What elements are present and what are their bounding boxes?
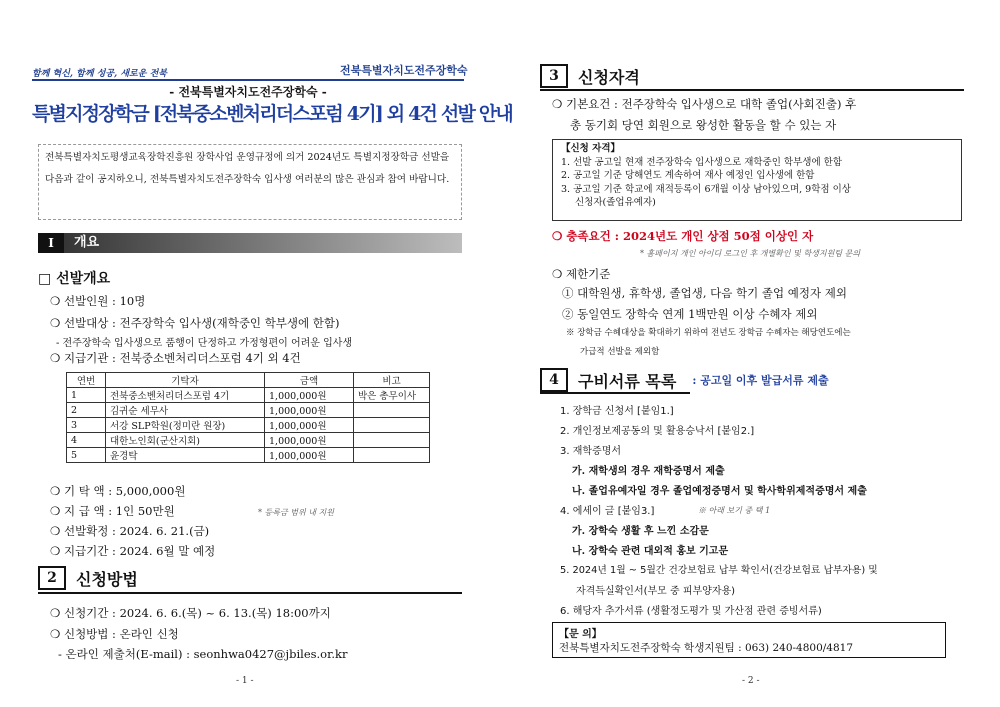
doc-subitem: 나. 졸업유예자일 경우 졸업예정증명서 및 학사학위제적증명서 제출 bbox=[572, 486, 867, 497]
section-title: 신청방법 bbox=[76, 569, 138, 589]
section-rule bbox=[540, 392, 690, 394]
cell: 1,000,000원 bbox=[265, 418, 354, 433]
section-apply-method bbox=[38, 566, 138, 590]
limit-item: ① 대학원생, 휴학생, 졸업생, 다음 학기 졸업 예정자 제외 bbox=[562, 286, 847, 300]
cell: 1,000,000원 bbox=[265, 388, 354, 403]
limit-note-cont: 가급적 선발을 제외함 bbox=[580, 347, 660, 357]
cell: 대한노인회(군산지회) bbox=[106, 433, 265, 448]
cell: 1 bbox=[67, 388, 106, 403]
subheading-overview: □ 선발개요 bbox=[38, 271, 111, 287]
item-donor: ❍ 지급기관 : 전북중소벤처리더스포럼 4기 외 4건 bbox=[50, 351, 301, 365]
col-header: 비고 bbox=[354, 373, 430, 388]
section-number: 2 bbox=[38, 566, 66, 590]
cell bbox=[354, 403, 430, 418]
cell: 1,000,000원 bbox=[265, 433, 354, 448]
eligibility-box bbox=[552, 139, 962, 221]
item-pay: ❍ 지 급 액 : 1인 50만원 bbox=[50, 504, 175, 518]
table-header-row bbox=[67, 373, 430, 388]
doc-subitem: 나. 장학숙 관련 대외적 홍보 기고문 bbox=[572, 546, 729, 557]
limit-title: ❍ 제한기준 bbox=[552, 267, 611, 281]
doc-item: 4. 에세이 글 [붙임3.] bbox=[560, 506, 655, 517]
eligibility-box-title: 【신청 자격】 bbox=[561, 143, 621, 154]
doc-subitem: 가. 장학숙 생활 후 느낀 소감문 bbox=[572, 526, 709, 537]
eligibility-item: 1. 선발 공고일 현재 전주장학숙 입사생으로 재학중인 학부생에 한함 bbox=[561, 156, 843, 168]
item-apply-method: ❍ 신청방법 : 온라인 신청 bbox=[50, 627, 179, 641]
intro-box bbox=[38, 144, 462, 220]
section-eligibility bbox=[540, 64, 640, 88]
item-period: ❍ 지급기간 : 2024. 6월 말 예정 bbox=[50, 544, 216, 558]
section-title: 구비서류 목록 bbox=[578, 371, 677, 391]
doc-item: 6. 해당자 추가서류 (생활정도평가 및 가산점 관련 증빙서류) bbox=[560, 606, 822, 617]
extra-requirement: ❍ 충족요건 : 2024년도 개인 상점 50점 이상인 자 bbox=[552, 229, 814, 243]
doc-item-cont: 자격득실확인서(부모 중 피부양자용) bbox=[576, 586, 736, 597]
item-quota: ❍ 선발인원 : 10명 bbox=[50, 294, 146, 308]
subtitle: - 전북특별자치도전주장학숙 - bbox=[169, 85, 327, 99]
col-header: 금액 bbox=[265, 373, 354, 388]
item-target: ❍ 선발대상 : 전주장학숙 입사생(재학중인 학부생에 한함) bbox=[50, 316, 340, 330]
cell: 서강 SLP학원(정미란 원장) bbox=[106, 418, 265, 433]
section-documents bbox=[540, 368, 829, 392]
cell: 전북중소벤처리더스포럼 4기 bbox=[106, 388, 265, 403]
section-rule bbox=[38, 592, 462, 594]
doc-item: 3. 재학증명서 bbox=[560, 446, 622, 457]
donor-table bbox=[66, 372, 430, 463]
col-header: 기탁자 bbox=[106, 373, 265, 388]
basic-req-2: 총 동기회 당연 회원으로 왕성한 활동을 할 수 있는 자 bbox=[570, 118, 837, 132]
basic-req-1: ❍ 기본요건 : 전주장학숙 입사생으로 대학 졸업(사회진출) 후 bbox=[552, 97, 857, 111]
eligibility-item: 3. 공고일 기준 학교에 재적등록이 6개월 이상 남아있으며, 9학점 이상 bbox=[561, 183, 851, 195]
cell: 2 bbox=[67, 403, 106, 418]
eligibility-item: 신청자(졸업유예자) bbox=[575, 197, 656, 208]
item-total: ❍ 기 탁 액 : 5,000,000원 bbox=[50, 484, 186, 498]
cell: 4 bbox=[67, 433, 106, 448]
section-bar-overview bbox=[38, 233, 462, 253]
limit-item: ② 동일연도 장학숙 연계 1백만원 이상 수혜자 제외 bbox=[562, 307, 818, 321]
section-label: 개요 bbox=[74, 235, 100, 250]
section-rule bbox=[540, 89, 964, 91]
cell bbox=[354, 433, 430, 448]
cell: 박은 총무이사 bbox=[354, 388, 430, 403]
slogan: 함께 혁신, 함께 성공, 새로운 전북 bbox=[32, 69, 167, 79]
cell: 김귀순 세무사 bbox=[106, 403, 265, 418]
doc-item: 2. 개인정보제공동의 및 활용승낙서 [붙임2.] bbox=[560, 426, 755, 437]
col-header: 연번 bbox=[67, 373, 106, 388]
cell: 1,000,000원 bbox=[265, 448, 354, 463]
item-apply-period: ❍ 신청기간 : 2024. 6. 6.(목) ~ 6. 13.(목) 18:00까지 bbox=[50, 606, 331, 620]
inquiry-box bbox=[552, 622, 946, 658]
cell: 1,000,000원 bbox=[265, 403, 354, 418]
org-logo-text: 전북특별자치도전주장학숙 bbox=[340, 64, 468, 77]
table-row bbox=[67, 433, 430, 448]
documents-note: : 공고일 이후 발급서류 제출 bbox=[692, 374, 829, 387]
doc-item: 5. 2024년 1월 ~ 5월간 건강보험료 납부 확인서(건강보험료 납부자용) 및 bbox=[560, 565, 878, 576]
table-row bbox=[67, 388, 430, 403]
extra-note: * 홈페이지 개인 아이디 로그인 후 개별확인 및 학생지원팀 문의 bbox=[640, 249, 861, 258]
section-number: 4 bbox=[540, 368, 568, 392]
inquiry-text: 전북특별자치도전주장학숙 학생지원팀 : 063) 240-4800/4817 bbox=[559, 642, 854, 654]
item-confirm: ❍ 선발확정 : 2024. 6. 21.(금) bbox=[50, 524, 210, 538]
doc-subitem: 가. 재학생의 경우 재학증명서 제출 bbox=[572, 466, 725, 477]
limit-note: ※ 장학금 수혜대상을 확대하기 위하여 전년도 장학금 수혜자는 해당연도에는 bbox=[566, 328, 851, 338]
section-title: 신청자격 bbox=[578, 67, 640, 87]
intro-text: 전북특별자치도평생교육장학진흥원 장학사업 운영규정에 의거 2024년도 특별지정장학금 선발을 다음과 같이 공지하오니, 전북특별자치도전주장학숙 입사생 여러분의 많은 관심과 참여 바랍니다. bbox=[45, 152, 450, 185]
section-number: I bbox=[38, 233, 64, 253]
eligibility-item: 2. 공고일 기준 당해연도 계속하여 재사 예정인 입사생에 한함 bbox=[561, 170, 815, 181]
section-number: 3 bbox=[540, 64, 568, 88]
table-row bbox=[67, 448, 430, 463]
header-rule bbox=[32, 79, 464, 81]
table-row bbox=[67, 403, 430, 418]
page-title: 특별지정장학금 [전북중소벤처리더스포럼 4기] 외 4건 선발 안내 bbox=[32, 103, 512, 125]
page-number: - 2 - bbox=[742, 676, 760, 686]
inquiry-label: 【문 의】 bbox=[559, 629, 602, 640]
cell: 5 bbox=[67, 448, 106, 463]
cell bbox=[354, 448, 430, 463]
cell bbox=[354, 418, 430, 433]
item-target-detail: - 전주장학숙 입사생으로 품행이 단정하고 가정형편이 어려운 입사생 bbox=[56, 338, 353, 349]
page-number: - 1 - bbox=[236, 676, 254, 686]
doc-item: 1. 장학금 신청서 [붙임1.] bbox=[560, 406, 674, 417]
essay-note: ※ 아래 보기 중 택 1 bbox=[698, 506, 771, 515]
item-email: - 온라인 제출처(E-mail) : seonhwa0427@jbiles.or.kr bbox=[58, 647, 348, 661]
pay-note: * 등록금 범위 내 지원 bbox=[258, 508, 334, 517]
cell: 3 bbox=[67, 418, 106, 433]
table-row bbox=[67, 418, 430, 433]
cell: 윤경탁 bbox=[106, 448, 265, 463]
